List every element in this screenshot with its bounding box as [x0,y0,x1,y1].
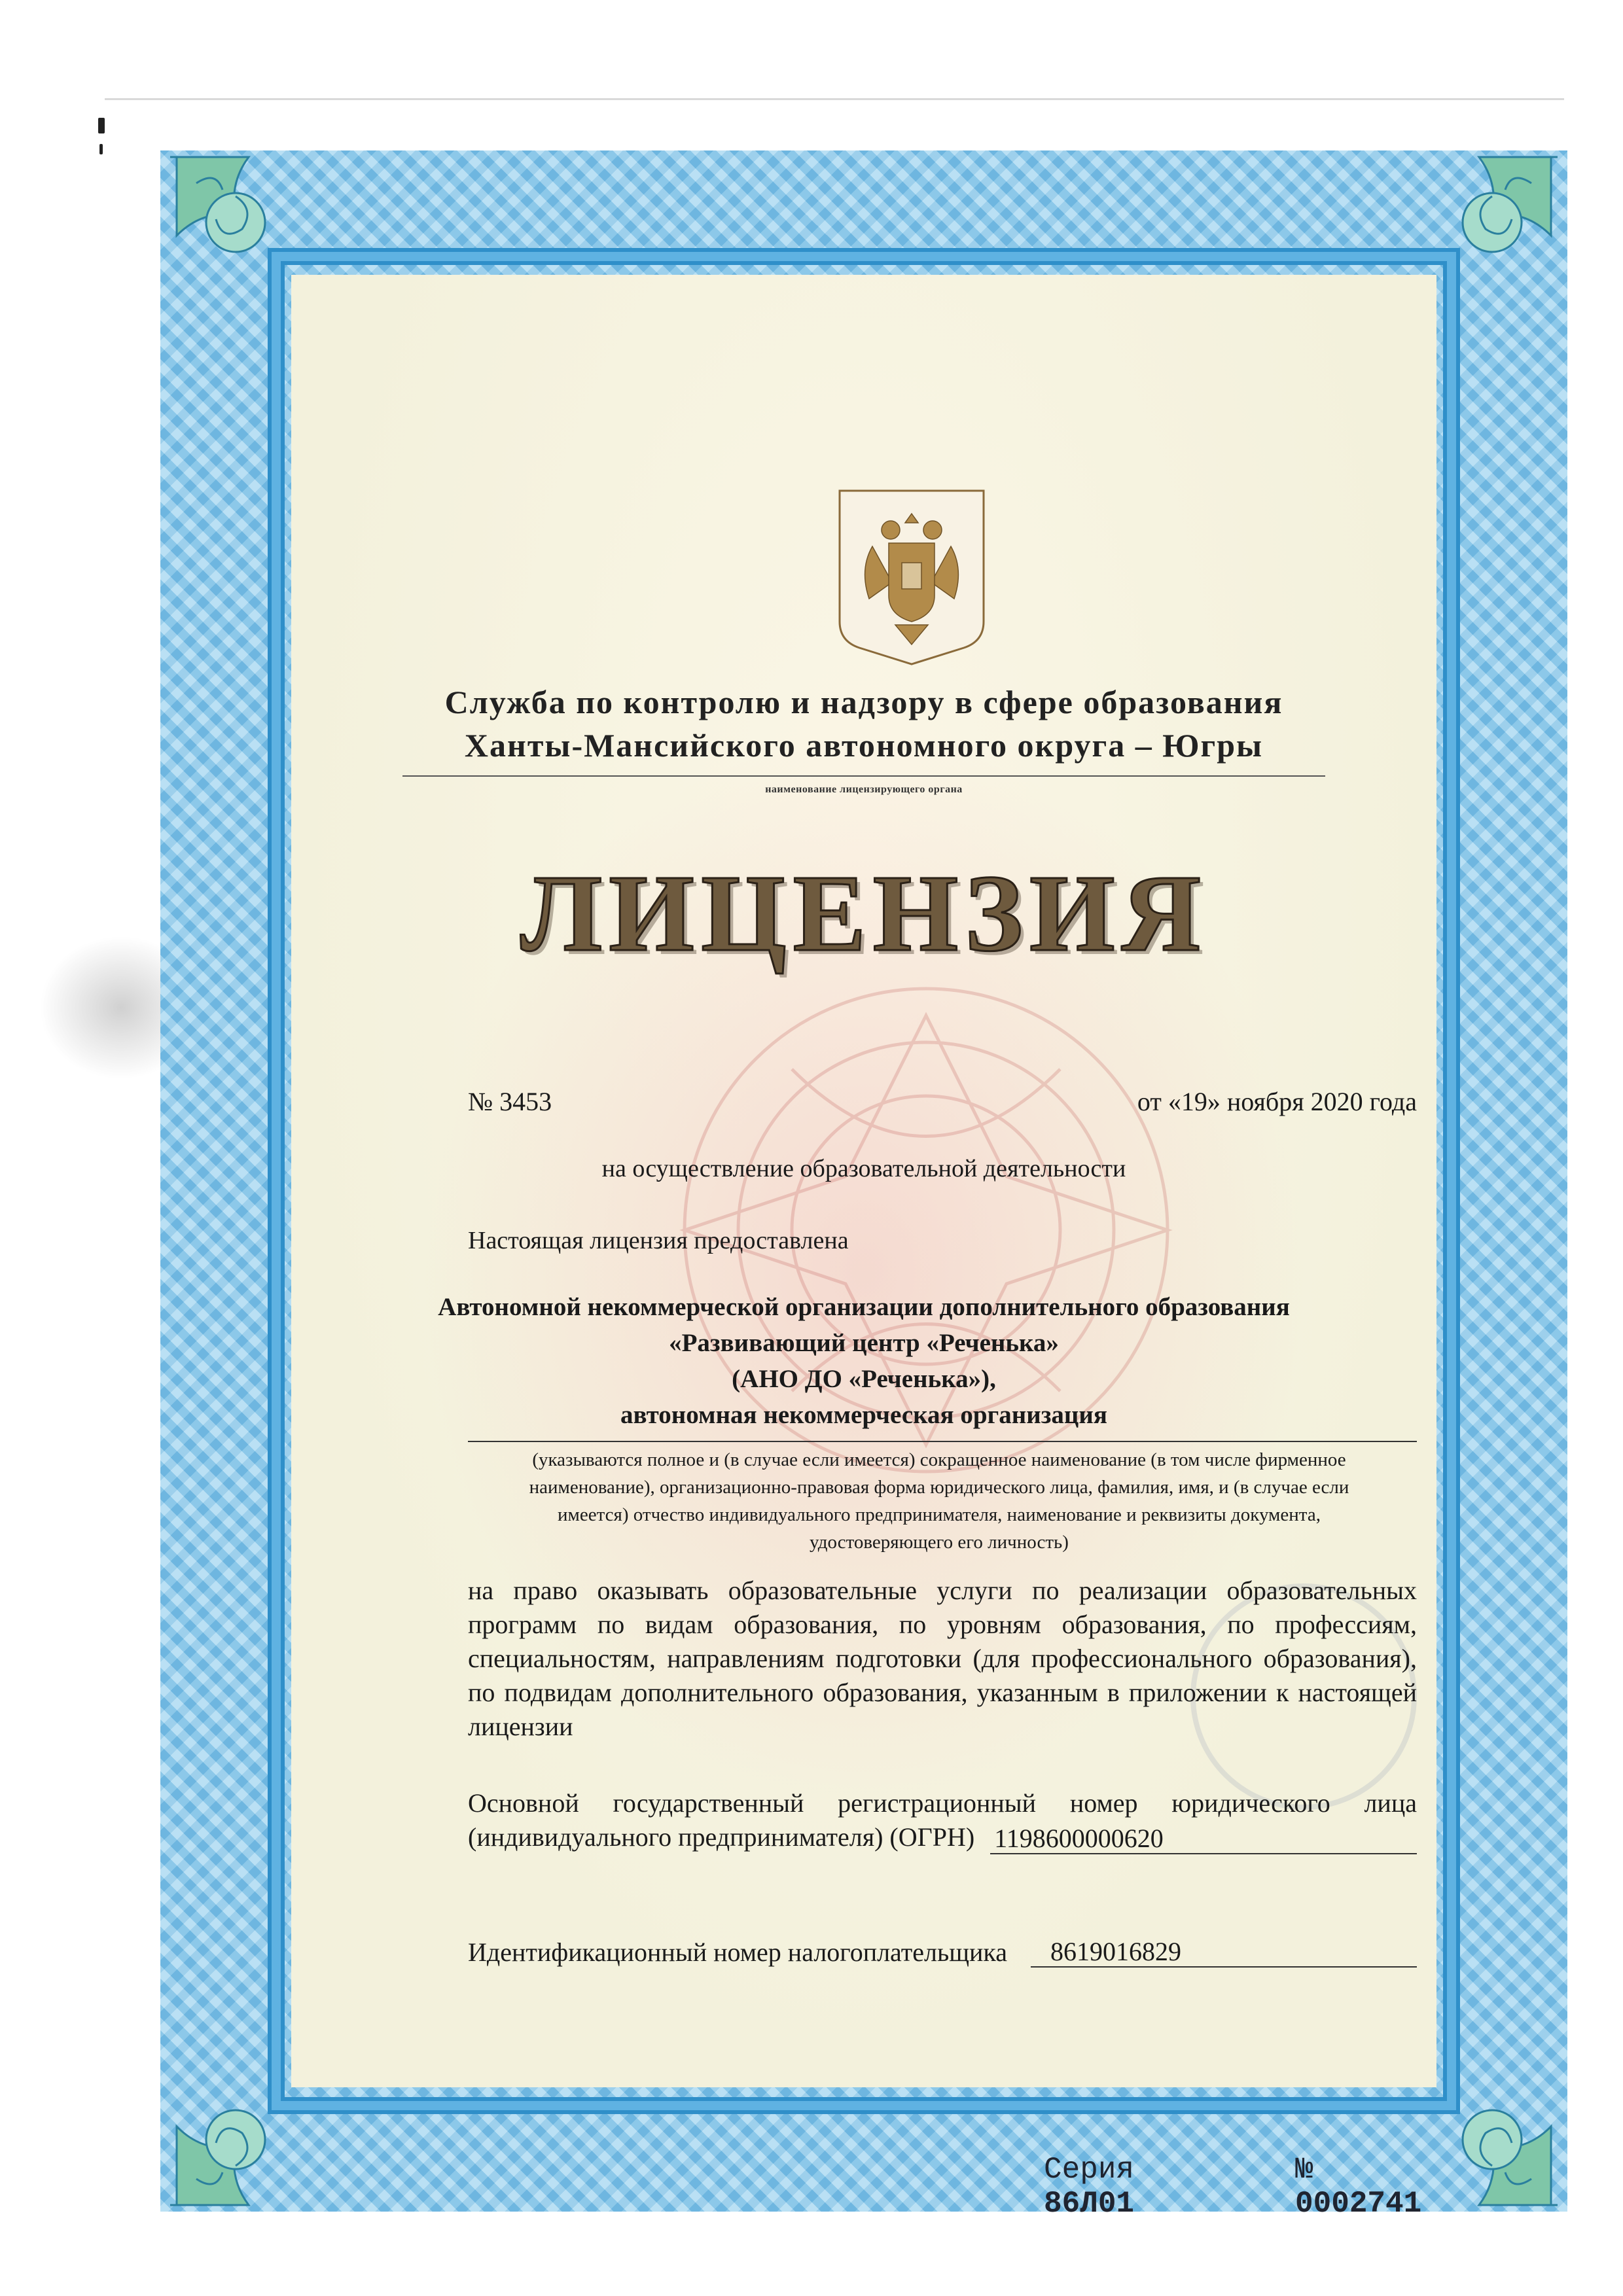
license-granted-to: Настоящая лицензия предоставлена [468,1227,849,1254]
organization-caption-line: удостоверяющего его личность) [810,1532,1069,1553]
ogrn-block [468,1786,1417,1854]
series-value: 86Л01 [1044,2187,1135,2221]
scan-mark [98,118,105,133]
organization-caption-line: наименование), организационно-правовая форма юридического лица, фамилия, имя, и (в случае если [529,1477,1349,1498]
ogrn-label-line-2 [468,1820,1417,1854]
certificate-frame [160,150,1567,2221]
organization-line-4: автономная некоммерческая организация [620,1401,1107,1429]
corner-ornament [1414,144,1571,301]
issuer-line-1: Служба по контролю и надзору в сфере образования [444,684,1283,720]
organization-name [389,1289,1338,1433]
certificate-paper [291,275,1436,2221]
coat-of-arms-emblem [833,484,990,667]
inn-label: Идентификационный номер налогоплательщика [468,1937,1008,1967]
organization-line-2: «Развивающий центр «Реченька» [669,1329,1059,1357]
ogrn-label-line-1 [468,1786,1417,1820]
ogrn-label-continuation: (индивидуального предпринимателя) (ОГРН) [468,1822,975,1852]
form-series-number [1044,2153,1436,2221]
corner-ornament [157,2061,314,2218]
ogrn-label-word: государственный [613,1788,804,1818]
organization-underline [468,1441,1417,1442]
series-group [1044,2153,1217,2221]
issuer-line-2: Ханты-Мансийского автономного округа – Югры [464,727,1264,764]
issuer-caption: наименование лицензирующего органа [765,784,963,795]
license-rights-text: на право оказывать образовательные услуги по реализации образовательных программ по видам образования, по уровням образования, по профессиям, специальностям, направлениям подготовки (для профессионального образования), по подвидам дополнительного образования, указанным в приложении к настоящей лицензии [468,1576,1417,1741]
series-label: Серия [1044,2153,1135,2187]
form-number-label: № [1295,2153,1313,2187]
license-meta-row [468,1086,1417,1117]
inn-block [468,1937,1417,1968]
license-number: № 3453 [468,1087,552,1116]
issuer-underline [402,775,1325,777]
ogrn-label-word: номер [1069,1788,1138,1818]
ogrn-label-word: юридического [1171,1788,1330,1818]
organization-caption-line: имеется) отчество индивидуального предпринимателя, наименование и реквизиты документа, [558,1504,1321,1525]
document-title: ЛИЦЕНЗИЯ [520,853,1207,974]
organization-caption [461,1446,1417,1556]
ogrn-label-word: лица [1364,1788,1417,1818]
scan-mark [99,144,103,154]
scan-edge-line [105,98,1564,100]
ogrn-label-word: Основной [468,1788,579,1818]
ogrn-label-word: регистрационный [838,1788,1037,1818]
ogrn-value: 1198600000620 [990,1824,1417,1854]
form-number-value: 0002741 [1295,2187,1422,2221]
organization-line-3: (АНО ДО «Реченька»), [732,1365,996,1393]
corner-ornament [1414,2061,1571,2218]
issuer-name [330,680,1397,767]
license-date: от «19» ноября 2020 года [1137,1087,1417,1116]
license-purpose: на осуществление образовательной деятельности [601,1155,1126,1182]
organization-line-1: Автономной некоммерческой организации дополнительного образования [438,1293,1290,1321]
corner-ornament [157,144,314,301]
inn-value: 8619016829 [1031,1937,1417,1968]
organization-caption-line: (указываются полное и (в случае если имеется) сокращенное наименование (в том числе фирменное [532,1449,1346,1470]
